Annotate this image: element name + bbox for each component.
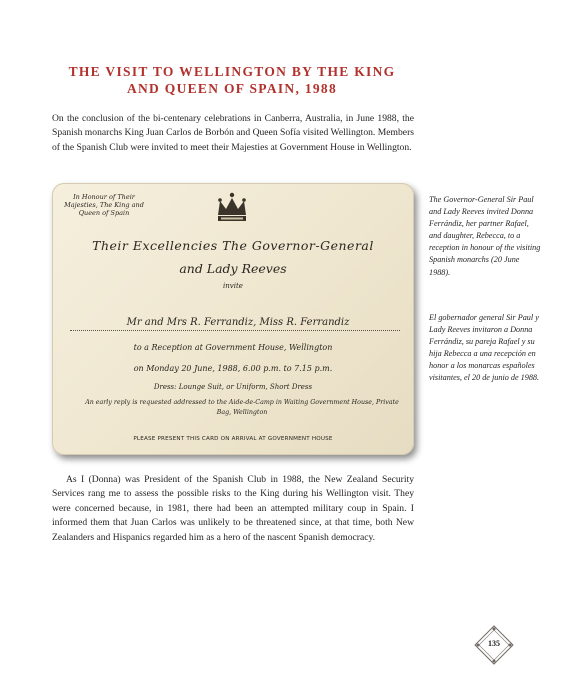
- invitation-date: on Monday 20 June, 1988, 6.00 p.m. to 7.15 p.m.: [133, 364, 333, 373]
- invitation-dress-code: Dress: Lounge Suit, or Uniform, Short Dress: [153, 383, 313, 391]
- caption-spanish: El gobernador general Sir Paul y Lady Reeves invitaron a Donna Ferrándiz, su pareja Rafael y su hija Rebecca a una recepción en honor a los monarcas españoles visitantes, el 20 de junio de 1988.: [429, 313, 540, 383]
- invitation-reply-note: An early reply is requested addressed to the Aide-de-Camp in Waiting Government House, Private Bag, Wellington: [85, 399, 399, 416]
- page-number: 135: [488, 639, 500, 648]
- invitation-dotted-line: [70, 330, 400, 331]
- invitation-reception: to a Reception at Government House, Wellington: [133, 343, 333, 352]
- caption-english: The Governor-General Sir Paul and Lady Reeves invited Donna Ferrándiz, her partner Rafael, and daughter, Rebecca, to a reception in honour of the visiting Spanish monarchs (20 June 1988).: [429, 195, 541, 277]
- invitation-hosts: Their Excellencies The Governor-General: [92, 238, 374, 253]
- intro-paragraph: On the conclusion of the bi-centenary celebrations in Canberra, Australia, in June 1988, the Spanish monarchs King Juan Carlos de Borbón and Queen Sofía visited Wellington. Members of the Spanish Club were invited to meet their Majesties at Government House in Wellington.: [52, 113, 414, 153]
- invitation-hosts-lady: and Lady Reeves: [179, 261, 287, 276]
- crown-icon: [214, 191, 250, 225]
- body-paragraph: As I (Donna) was President of the Spanish Club in 1988, the New Zealand Security Services rang me to assess the possible risks to the King during his Wellington visit. They were concerned because, in 1981, there had been an attempted military coup in Spain. I informed them that Juan Carlos was unlikely to be threatened since, at that time, both New Zealanders and Hispanics regarded him as a hero of the nascent Spanish democracy.: [52, 474, 414, 543]
- page-title: THE VISIT TO WELLINGTON BY THE KING AND QUEEN OF SPAIN, 1988: [68, 64, 396, 96]
- invitation-card-image: [52, 183, 414, 455]
- invitation-present-card-note: PLEASE PRESENT THIS CARD ON ARRIVAL AT GOVERNMENT HOUSE: [133, 436, 333, 442]
- invitation-honour-text: In Honour of Their Majesties, The King and Queen of Spain: [64, 193, 144, 217]
- invitation-guest-names: Mr and Mrs R. Ferrandiz, Miss R. Ferrandiz: [126, 317, 350, 328]
- invitation-invite: invite: [223, 282, 243, 290]
